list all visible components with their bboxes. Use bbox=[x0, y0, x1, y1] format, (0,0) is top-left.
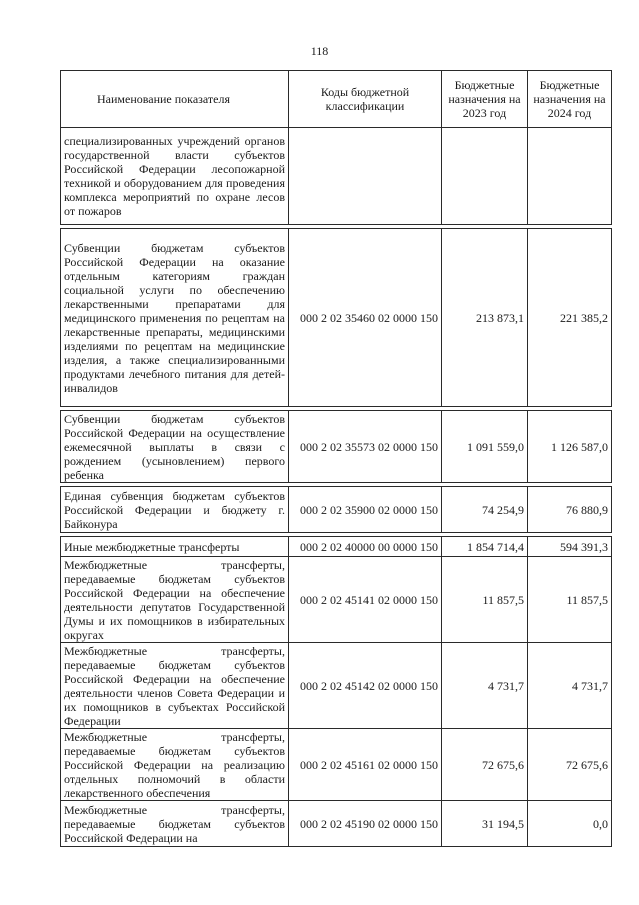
table-row bbox=[61, 729, 612, 801]
row-value-2023: 1 854 714,4 bbox=[442, 537, 528, 557]
row-name: Субвенции бюджетам субъектов Российской Федерации на осуществление ежемесячной выплаты в связи с рождением (усыновлением) первого ребенка bbox=[61, 411, 289, 483]
row-name: Межбюджетные трансферты, передаваемые бюджетам субъектов Российской Федерации на обеспечение деятельности депутатов Государственной Думы и их помощников в избирательных округах bbox=[61, 557, 289, 643]
header-2024: Бюджетные назначения на 2024 год bbox=[528, 71, 612, 128]
table-header-row bbox=[61, 71, 612, 128]
row-value-2024: 76 880,9 bbox=[528, 487, 612, 533]
budget-table bbox=[60, 70, 612, 847]
row-name: Межбюджетные трансферты, передаваемые бюджетам субъектов Российской Федерации на bbox=[61, 801, 289, 847]
row-code bbox=[289, 128, 442, 225]
table-row bbox=[61, 411, 612, 483]
row-value-2024: 11 857,5 bbox=[528, 557, 612, 643]
row-code: 000 2 02 45141 02 0000 150 bbox=[289, 557, 442, 643]
row-value-2024: 4 731,7 bbox=[528, 643, 612, 729]
table-row bbox=[61, 801, 612, 847]
table-row bbox=[61, 229, 612, 407]
row-name: специализированных учреждений органов государственной власти субъектов Российской Федерации лесопожарной техникой и оборудованием для проведения комплекса мероприятий по охране лесов от пожаров bbox=[61, 128, 289, 225]
row-value-2024: 0,0 bbox=[528, 801, 612, 847]
row-code: 000 2 02 45190 02 0000 150 bbox=[289, 801, 442, 847]
row-code: 000 2 02 35573 02 0000 150 bbox=[289, 411, 442, 483]
row-code: 000 2 02 45161 02 0000 150 bbox=[289, 729, 442, 801]
row-value-2023: 1 091 559,0 bbox=[442, 411, 528, 483]
row-value-2024: 1 126 587,0 bbox=[528, 411, 612, 483]
row-value-2023: 4 731,7 bbox=[442, 643, 528, 729]
table-row bbox=[61, 537, 612, 557]
row-name: Межбюджетные трансферты, передаваемые бюджетам субъектов Российской Федерации на обеспечение деятельности членов Совета Федерации и их помощников в субъектах Российской Федерации bbox=[61, 643, 289, 729]
row-code: 000 2 02 35460 02 0000 150 bbox=[289, 229, 442, 407]
row-name: Иные межбюджетные трансферты bbox=[61, 537, 289, 557]
row-value-2024: 594 391,3 bbox=[528, 537, 612, 557]
row-value-2023: 31 194,5 bbox=[442, 801, 528, 847]
table-row bbox=[61, 557, 612, 643]
row-value-2023 bbox=[442, 128, 528, 225]
row-name: Субвенции бюджетам субъектов Российской Федерации на оказание отдельным категориям граждан социальной услуги по обеспечению лекарственными препаратами для медицинского применения по рецептам на лекарственные препараты, медицинскими изделиями по рецептам на медицинские изделия, а также специализированными продуктами лечебного питания для детей-инвалидов bbox=[61, 229, 289, 407]
row-code: 000 2 02 40000 00 0000 150 bbox=[289, 537, 442, 557]
row-value-2023: 72 675,6 bbox=[442, 729, 528, 801]
page-number: 118 bbox=[310, 44, 329, 58]
row-value-2023: 11 857,5 bbox=[442, 557, 528, 643]
row-value-2024: 221 385,2 bbox=[528, 229, 612, 407]
table-row bbox=[61, 487, 612, 533]
row-code: 000 2 02 45142 02 0000 150 bbox=[289, 643, 442, 729]
row-value-2024 bbox=[528, 128, 612, 225]
row-name: Межбюджетные трансферты, передаваемые бюджетам субъектов Российской Федерации на реализацию отдельных полномочий в области лекарственного обеспечения bbox=[61, 729, 289, 801]
header-codes: Коды бюджетной классификации bbox=[289, 71, 442, 128]
table-row bbox=[61, 128, 612, 225]
table-row bbox=[61, 643, 612, 729]
header-name: Наименование показателя bbox=[61, 71, 289, 128]
row-value-2023: 74 254,9 bbox=[442, 487, 528, 533]
row-value-2023: 213 873,1 bbox=[442, 229, 528, 407]
row-name: Единая субвенция бюджетам субъектов Российской Федерации и бюджету г. Байконура bbox=[61, 487, 289, 533]
header-2023: Бюджетные назначения на 2023 год bbox=[442, 71, 528, 128]
row-value-2024: 72 675,6 bbox=[528, 729, 612, 801]
row-code: 000 2 02 35900 02 0000 150 bbox=[289, 487, 442, 533]
